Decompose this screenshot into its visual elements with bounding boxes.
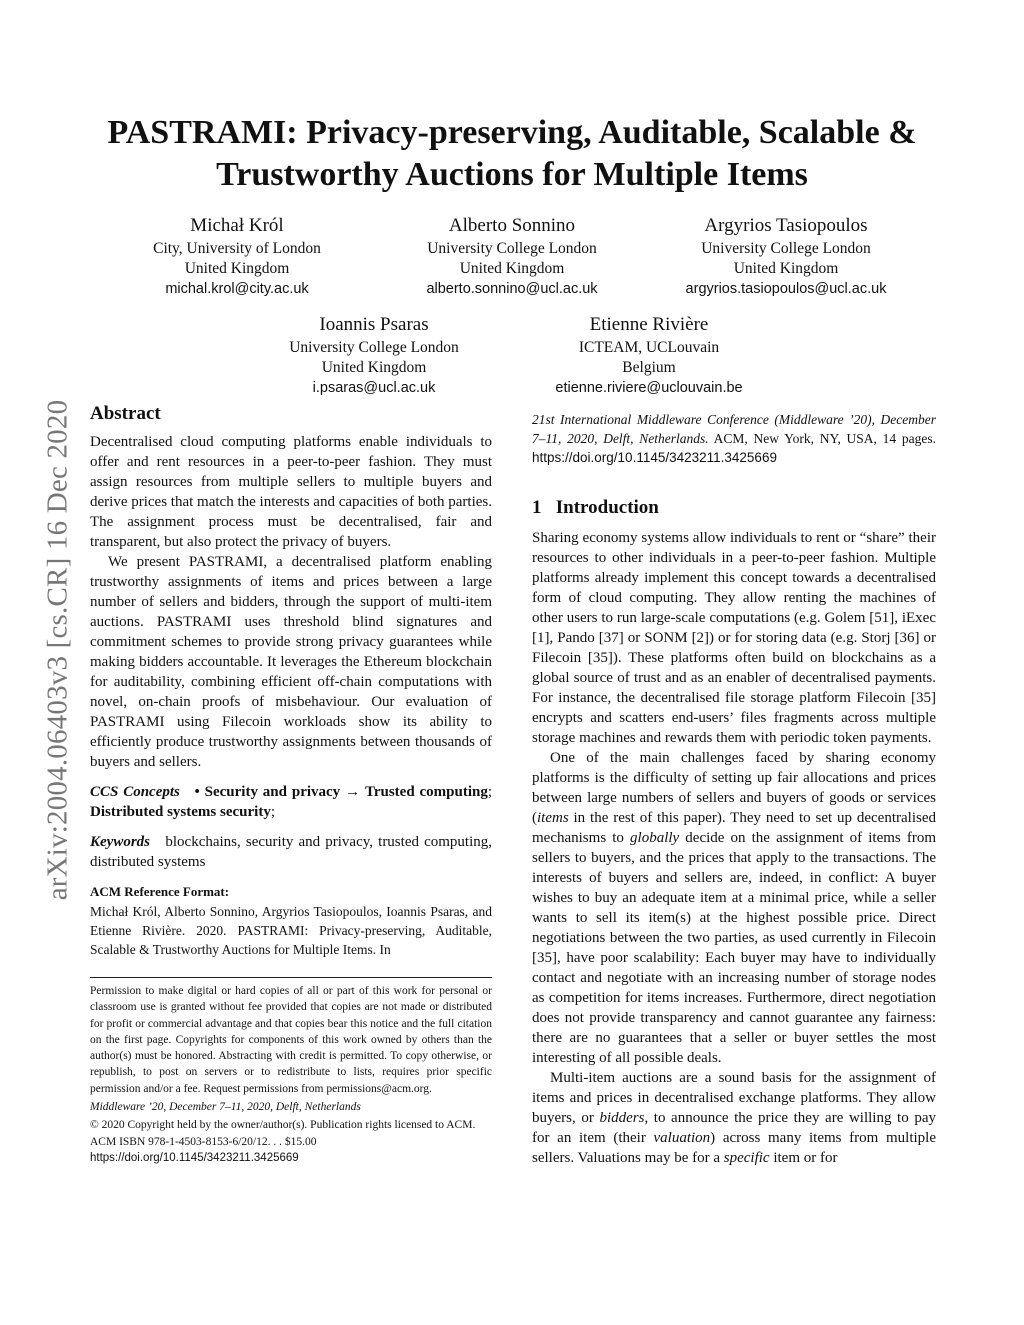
author-block (264, 312, 484, 398)
ccs-separator: ; (487, 784, 493, 800)
author-country: Belgium (622, 359, 676, 376)
author-affiliation: University College London (701, 240, 871, 257)
keywords-label: Keywords (90, 834, 150, 850)
section-heading (532, 498, 936, 518)
author-name: Michał Król (190, 215, 284, 236)
right-column (532, 410, 936, 1168)
author-email[interactable]: etienne.riviere@uclouvain.be (555, 380, 743, 396)
author-country: United Kingdom (459, 260, 565, 277)
author-affiliation: University College London (427, 240, 597, 257)
intro-paragraph: Multi-item auctions are a sound basis for the assignment of items and prices in decentralised exchange platforms. They allow buyers, or bidders, to announce the price they are willing to pay for an item (their valuation) across many items from multiple sellers. Valuations may be for a specific item or for (532, 1070, 936, 1166)
acm-reference-doi[interactable]: https://doi.org/10.1145/3423211.3425669 (532, 450, 777, 465)
author-block (656, 213, 916, 299)
paper-title (80, 112, 944, 196)
acm-reference-text: Michał Król, Alberto Sonnino, Argyrios Tasiopoulos, Ioannis Psaras, and Etienne Rivière. 2020. PASTRAMI: Privacy-preserving, Auditable, Scalable & Trustworthy Auctions for Multiple Items. In (90, 904, 492, 957)
abstract-heading: Abstract (90, 403, 161, 424)
ccs-term: Security and privacy (204, 784, 341, 800)
doi-link[interactable]: https://doi.org/10.1145/3423211.3425669 (90, 1151, 299, 1164)
author-name: Alberto Sonnino (448, 215, 576, 236)
ccs-arrow: → (345, 784, 361, 800)
author-affiliation: University College London (289, 339, 459, 356)
intro-paragraph: One of the main challenges faced by sharing economy platforms is the difficulty of setting up fair allocations and prices between large numbers of sellers and buyers of goods or services (items in the rest of this paper). They need to set up decentralised mechanisms to globally decide on the assignment of items from sellers to buyers, and the prices that apply to the transactions. The interests of buyers and sellers are, indeed, in conflict: A buyer wishes to buy an adequate item at a minimal price, while a seller wants to sell its item(s) at the highest possible price. Direct negotiations between the two parties, as used currently in Filecoin [35], have poor scalability: Each buyer may have to individually contact and negotiate with an increasing number of storage nodes as competition for items increases. Furthermore, direct negotiation does not provide transparency and cannot guarantee any fairness: there are no guarantees that a seller or buyer settles the most interesting of all possible deals. (532, 750, 937, 1066)
acm-reference-continued (532, 410, 936, 467)
ccs-term: Trusted computing (364, 784, 488, 800)
section-title: Introduction (555, 497, 659, 518)
footnote-rule (90, 977, 492, 978)
author-country: United Kingdom (184, 260, 290, 277)
abstract-paragraph: We present PASTRAMI, a decentralised platform enabling trustworthy assignments of items and prices between a large number of sellers and bidders, through the support of multi-item auctions. PASTRAMI uses threshold blind signatures and commitment schemes to provide strong privacy guarantees while making bidders accountable. It leverages the Ethereum blockchain for auditability, combining efficient off-chain computations with novel, on-chain proofs of misbehaviour. Our evaluation of PASTRAMI using Filecoin workloads show its ability to efficiently produce trustworthy assignments between thousands of buyers and sellers. (90, 554, 492, 770)
title-line-1: PASTRAMI: Privacy-preserving, Auditable, Scalable & (107, 114, 917, 151)
title-line-2: Trustworthy Auctions for Multiple Items (216, 156, 808, 193)
author-affiliation: City, University of London (153, 240, 321, 257)
author-name: Argyrios Tasiopoulos (704, 215, 868, 236)
author-country: United Kingdom (321, 359, 427, 376)
keywords (90, 832, 492, 872)
keywords-text: blockchains, security and privacy, trusted computing, distributed systems (90, 834, 493, 870)
copyright-text: © 2020 Copyright held by the owner/author(s). Publication rights licensed to ACM. (90, 1119, 476, 1132)
isbn-text: ACM ISBN 978-1-4503-8153-6/20/12. . . $15.00 (90, 1135, 317, 1148)
author-block (524, 312, 774, 398)
left-column (90, 404, 492, 959)
ccs-label: CCS Concepts (90, 784, 180, 800)
intro-paragraph: Sharing economy systems allow individuals to rent or “share” their resources to other individuals in a peer-to-peer fashion. Multiple platforms already implement this concept towards a decentralised form of cloud computing. They allow renting the machines of other users to run large-scale computations (e.g. Golem [51], iExec [1], Pando [37] or SONM [2]) or for storing data (e.g. Storj [36] or Filecoin [35]). These platforms often build on blockchains as a global source of trust and as an enabler of decentralised payments. For instance, the decentralised file storage platform Filecoin [35] encrypts and scatters end-users’ files fragments across multiple storage machines and rewards them with periodic token payments. (532, 530, 936, 746)
author-affiliation: ICTEAM, UCLouvain (578, 339, 720, 356)
author-name: Etienne Rivière (589, 314, 709, 335)
acm-reference-publisher: ACM, New York, NY, USA, 14 pages. (713, 431, 936, 446)
author-country: United Kingdom (733, 260, 839, 277)
permission-text: Permission to make digital or hard copies of all or part of this work for personal or classroom use is granted without fee provided that copies are not made or distributed for profit or commercial advantage and that copies bear this notice and the full citation on the first page. Copyrights for components of this work owned by others than the author(s) must be honored. Abstracting with credit is permitted. To copy otherwise, or republish, to post on servers or to redistribute to lists, requires prior specific permission and/or a fee. Request permissions from permissions@acm.org. (90, 985, 492, 1095)
author-name: Ioannis Psaras (319, 314, 429, 335)
author-block (127, 213, 347, 299)
permission-venue: Middleware ’20, December 7–11, 2020, Delft, Netherlands (90, 1101, 361, 1114)
author-block (392, 213, 632, 299)
permission-block (90, 983, 492, 1166)
author-email[interactable]: michal.krol@city.ac.uk (165, 281, 309, 297)
ccs-concepts (90, 782, 492, 822)
acm-reference-heading: ACM Reference Format: (90, 884, 230, 899)
ccs-bullet: • (194, 784, 200, 800)
section-number: 1 (532, 497, 542, 518)
ccs-term: Distributed systems security (90, 804, 271, 820)
ccs-end: ; (270, 804, 275, 820)
author-email[interactable]: argyrios.tasiopoulos@ucl.ac.uk (685, 281, 887, 297)
abstract-paragraph: Decentralised cloud computing platforms enable individuals to offer and rent resources in a peer-to-peer fashion. They must assign resources from multiple sellers to multiple buyers and derive prices that match the interests and capacities of both parties. The assignment process must be decentralised, fair and transparent, but also protect the privacy of buyers. (90, 434, 492, 550)
author-email[interactable]: i.psaras@ucl.ac.uk (312, 380, 436, 396)
author-email[interactable]: alberto.sonnino@ucl.ac.uk (426, 281, 598, 297)
acm-reference-venue: 21st International Middleware Conference (Middleware ’20), December 7–11, 2020, Delft, Netherlands. (532, 412, 936, 446)
